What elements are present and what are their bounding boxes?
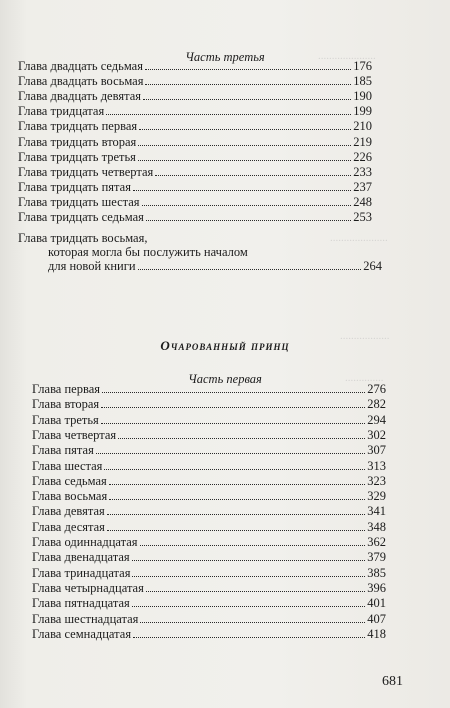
toc-entry xyxy=(32,596,386,610)
toc-entry-label: Глава двадцать седьмая xyxy=(18,59,143,73)
toc-entry xyxy=(32,550,386,564)
toc-entry xyxy=(18,119,372,133)
toc-page-number: 253 xyxy=(353,210,372,224)
toc-page-number: 407 xyxy=(367,611,386,626)
toc-page-number: 379 xyxy=(367,550,386,565)
toc-entry xyxy=(32,459,386,473)
page-number: 681 xyxy=(382,674,403,689)
toc-entry-label: Глава тридцать пятая xyxy=(18,179,131,194)
leader-dots xyxy=(143,98,351,100)
bleed-through-text: ..................... xyxy=(330,232,388,244)
toc-entry xyxy=(32,443,386,457)
leader-dots xyxy=(139,128,351,130)
toc-page-number: 264 xyxy=(363,259,382,273)
toc-entry xyxy=(32,504,386,518)
leader-dots xyxy=(118,437,365,439)
toc-page-number: 233 xyxy=(353,164,372,179)
toc-entry-label: Глава тридцать восьмая, xyxy=(18,231,148,245)
toc-entry xyxy=(32,428,386,442)
toc-entry xyxy=(18,195,372,209)
leader-dots xyxy=(132,575,365,577)
toc-entry xyxy=(48,259,382,273)
toc-entry-label: Глава тринадцатая xyxy=(32,565,131,580)
toc-entry xyxy=(32,566,386,580)
leader-dots xyxy=(106,113,351,115)
toc-entry-label: Глава десятая xyxy=(32,519,105,534)
toc-entry xyxy=(18,74,372,88)
toc-entry-label: Глава седьмая xyxy=(32,473,107,488)
toc-entry xyxy=(32,489,386,503)
toc-entry-label: Глава шестнадцатая xyxy=(32,611,139,626)
toc-page-number: 418 xyxy=(367,626,386,641)
leader-dots xyxy=(140,544,366,546)
leader-dots xyxy=(138,159,351,161)
toc-entry xyxy=(18,104,372,118)
toc-page-number: 176 xyxy=(353,59,372,73)
toc-page-number: 385 xyxy=(367,565,386,580)
toc-entry xyxy=(18,210,372,224)
leader-dots xyxy=(133,189,351,191)
leader-dots xyxy=(96,452,365,454)
leader-dots xyxy=(145,83,351,85)
part-one-title: Часть первая xyxy=(188,372,262,386)
toc-entry-label: Глава первая xyxy=(32,382,101,396)
toc-entry-label: которая могла бы послужить началом xyxy=(48,245,248,259)
toc-entry-label: Глава тридцать четвертая xyxy=(18,164,154,179)
bleed-through-text: .................. xyxy=(340,330,390,342)
book-title: Очарованный принц xyxy=(160,338,290,353)
toc-page-number: 313 xyxy=(367,458,386,473)
toc-entry-label: для новой книги xyxy=(48,259,136,273)
toc-entry xyxy=(32,520,386,534)
toc-page-number: 396 xyxy=(367,580,386,595)
toc-entry xyxy=(32,382,386,396)
toc-entry-label: Глава тридцать первая xyxy=(18,119,138,134)
toc-entry-label: Глава тридцать вторая xyxy=(18,134,137,149)
toc-page-number: 348 xyxy=(367,519,386,534)
leader-dots xyxy=(146,590,365,592)
toc-entry-label: Глава двадцать восьмая xyxy=(18,74,144,89)
toc-page-number: 210 xyxy=(353,119,372,134)
toc-entry xyxy=(32,581,386,595)
leader-dots xyxy=(146,219,351,221)
leader-dots xyxy=(138,268,362,270)
leader-dots xyxy=(102,391,365,393)
toc-entry-label: Глава пятнадцатая xyxy=(32,596,130,611)
toc-page-number: 294 xyxy=(367,412,386,427)
toc-entry xyxy=(18,165,372,179)
toc-entry-label: Глава пятая xyxy=(32,443,94,458)
leader-dots xyxy=(142,204,352,206)
toc-entry xyxy=(18,59,372,73)
leader-dots xyxy=(107,529,365,531)
toc-entry-label: Глава вторая xyxy=(32,397,100,412)
toc-entry-label: Глава двенадцатая xyxy=(32,550,130,565)
leader-dots xyxy=(138,144,351,146)
toc-page-number: 219 xyxy=(353,134,372,149)
toc-page-number: 302 xyxy=(367,427,386,442)
leader-dots xyxy=(145,68,351,70)
toc-entry-label: Глава двадцать девятая xyxy=(18,89,141,104)
toc-entry xyxy=(18,135,372,149)
toc-entry xyxy=(18,89,372,103)
leader-dots xyxy=(109,483,366,485)
toc-entry-label: Глава четырнадцатая xyxy=(32,580,144,595)
toc-entry-label: Глава четвертая xyxy=(32,427,117,442)
toc-entry-label: Глава девятая xyxy=(32,504,105,519)
toc-entry-label: Глава третья xyxy=(32,412,99,427)
toc-entry xyxy=(32,627,386,641)
toc-entry-label: Глава шестая xyxy=(32,458,103,473)
leader-dots xyxy=(132,605,365,607)
toc-entry-label: Глава тридцатая xyxy=(18,104,105,119)
toc-page-number: 329 xyxy=(367,489,386,504)
toc-page-number: 401 xyxy=(367,596,386,611)
bleed-through-text: ..................... xyxy=(318,50,376,62)
toc-entry xyxy=(32,535,386,549)
toc-page-number: 199 xyxy=(353,104,372,119)
toc-page-number: 276 xyxy=(367,382,386,396)
leader-dots xyxy=(140,621,365,623)
toc-entry-label: Глава тридцать третья xyxy=(18,149,136,164)
toc-entry-label: Глава семнадцатая xyxy=(32,626,132,641)
toc-page-number: 341 xyxy=(367,504,386,519)
leader-dots xyxy=(107,513,365,515)
toc-page-number: 323 xyxy=(367,473,386,488)
toc-entry-label: Глава тридцать седьмая xyxy=(18,210,144,224)
toc-entry xyxy=(32,397,386,411)
toc-entry xyxy=(18,180,372,194)
leader-dots xyxy=(109,498,365,500)
toc-entry-label: Глава тридцать шестая xyxy=(18,194,140,209)
part-three-title: Часть третья xyxy=(185,50,265,64)
bleed-through-text: .............. xyxy=(345,372,384,384)
toc-entry xyxy=(18,150,372,164)
toc-page-number: 282 xyxy=(367,397,386,412)
toc-entry-label: Глава восьмая xyxy=(32,489,108,504)
toc-page-number: 226 xyxy=(353,149,372,164)
leader-dots xyxy=(104,468,365,470)
leader-dots xyxy=(101,406,365,408)
toc-page-number: 362 xyxy=(367,535,386,549)
toc-entry xyxy=(32,413,386,427)
leader-dots xyxy=(101,422,365,424)
toc-page-number: 185 xyxy=(353,74,372,89)
toc-page-number: 190 xyxy=(353,89,372,104)
toc-entry xyxy=(32,612,386,626)
toc-page-number: 248 xyxy=(353,194,372,209)
toc-page-number: 307 xyxy=(367,443,386,458)
toc-page-number: 237 xyxy=(353,179,372,194)
leader-dots xyxy=(132,559,366,561)
leader-dots xyxy=(155,174,351,176)
toc-entry-label: Глава одиннадцатая xyxy=(32,535,138,549)
leader-dots xyxy=(133,636,365,638)
toc-entry xyxy=(32,474,386,488)
